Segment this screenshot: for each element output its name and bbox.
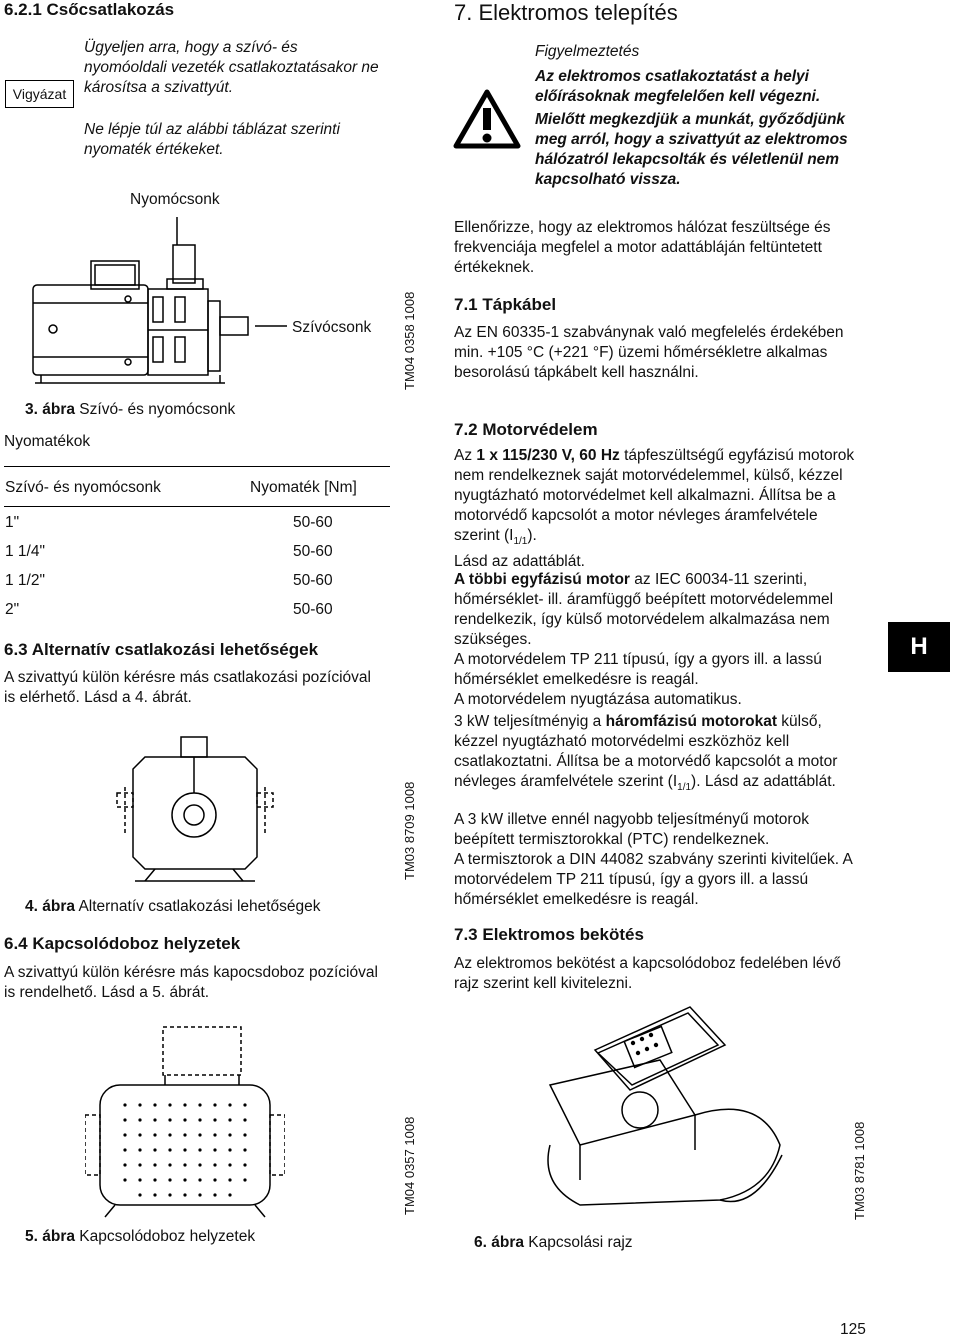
p1-pre: Az — [454, 447, 477, 464]
row-torque: 50-60 — [293, 543, 333, 560]
section-7-2-title: 7.2 Motorvédelem — [454, 420, 598, 439]
warning-text-2: Mielőtt megkezdjük a munkát, győződjünk meg arról, hogy a szivattyút az elektromos hálózatról lekapcsolták és véletlenül nem kapcsolható vissza. — [535, 111, 848, 188]
section-7-3-title: 7.3 Elektromos bekötés — [454, 925, 644, 944]
fig5-terminal-box-drawing — [85, 1025, 285, 1220]
p3-pre: 3 kW teljesítményig a — [454, 713, 606, 730]
fig6-caption-number: 6. ábra — [474, 1234, 524, 1251]
fig5-caption — [25, 1227, 255, 1247]
caution-text-1: Ügyeljen arra, hogy a szívó- és nyomóoldali vezeték csatlakoztatásakor ne károsítsa a szivattyút. — [84, 39, 379, 96]
section-7-title: 7. Elektromos telepítés — [454, 0, 678, 25]
motor-protection-para-1 — [454, 446, 864, 572]
table-row — [5, 601, 390, 619]
fig3-label-suction: Szívócsonk — [292, 319, 372, 336]
p3-post: külső, kézzel nyugtázható motorvédelmi eszközhöz kell csatlakoztatni. Állítsa be a motorvédő kapcsolót a motor névleges áramfelvétele szerint (I — [454, 713, 838, 790]
p3-end: ). Lásd az adattáblát. — [691, 773, 836, 790]
row-size: 2" — [5, 601, 20, 618]
p3-sub: 1/1 — [677, 782, 692, 794]
caution-badge: Vigyázat — [5, 80, 74, 108]
section-6-2-1-title: 6.2.1 Csőcsatlakozás — [4, 0, 175, 19]
section-7-body: Ellenőrizze, hogy az elektromos hálózat feszültsége és frekvenciája megfelel a motor adattábláján feltüntetett értékeknek. — [454, 219, 831, 276]
p1-bold: 1 x 115/230 V, 60 Hz — [476, 447, 620, 464]
warning-triangle-icon — [452, 88, 522, 150]
row-size: 1" — [5, 514, 20, 531]
fig4-caption — [25, 897, 321, 917]
language-tab: H — [888, 622, 950, 672]
fig4-caption-number: 4. ábra — [25, 898, 75, 915]
section-7-1-body: Az EN 60335-1 szabványnak való megfelelés érdekében min. +105 °C (+221 °F) üzemi hőmérsékletre alkalmas besorolású tápkábelt kell használni. — [454, 324, 844, 381]
fig3-pump-drawing — [25, 215, 385, 395]
row-torque: 50-60 — [293, 601, 333, 618]
fig3-code: TM04 0358 1008 — [402, 291, 417, 390]
section-6-3-body: A szivattyú külön kérésre más csatlakozási pozícióval is elérhető. Lásd a 4. ábrát. — [4, 669, 371, 706]
fig5-caption-text: Kapcsolódoboz helyzetek — [79, 1228, 256, 1245]
table-row — [5, 514, 390, 532]
caution-text-2: Ne lépje túl az alábbi táblázat szerinti nyomaték értékeket. — [84, 121, 340, 158]
fig6-code: TM03 8781 1008 — [852, 1121, 867, 1220]
motor-protection-para-2 — [454, 570, 864, 710]
torque-table-title: Nyomatékok — [4, 433, 91, 450]
warning-heading: Figyelmeztetés — [535, 43, 640, 60]
table-row — [5, 543, 390, 561]
p3-bold: háromfázisú motorokat — [605, 713, 777, 730]
section-6-4-body: A szivattyú külön kérésre más kapocsdoboz pozícióval is rendelhető. Lásd a 5. ábrát. — [4, 964, 378, 1001]
fig3-caption — [25, 400, 235, 420]
row-torque: 50-60 — [293, 514, 333, 531]
p1-last: Lásd az adattáblát. — [454, 553, 585, 571]
table-row — [5, 572, 390, 590]
row-size: 1 1/4" — [5, 543, 45, 560]
p1-end: ). — [527, 527, 537, 544]
section-6-3-title: 6.3 Alternatív csatlakozási lehetőségek — [4, 640, 319, 659]
p2-post: az IEC 60034-11 szerinti, hőmérséklet- ill. áramfüggő beépített motorvédelemmel rendelkezik, így külső motorvédelem alkalmazása nem szükséges. — [454, 571, 834, 648]
p1-post: tápfeszültségű egyfázisú motorok nem rendelkeznek saját motorvédelemmel, külső, kézzel nyugtázható motorvédelmet kell alkalmazni. Állítsa be a motorvédő kapcsolót a motor névleges áramfelvétele szerint (I — [454, 447, 855, 544]
fig6-caption-text: Kapcsolási rajz — [528, 1234, 633, 1251]
header-connection: Szívó- és nyomócsonk — [5, 479, 161, 496]
fig4-caption-text: Alternatív csatlakozási lehetőségek — [78, 898, 321, 915]
p1-sub: 1/1 — [513, 536, 528, 548]
fig6-caption — [474, 1233, 633, 1253]
section-7-3-body: Az elektromos bekötést a kapcsolódoboz fedelében lévő rajz szerint kell kivitelezni. — [454, 955, 841, 992]
motor-protection-para-3 — [454, 712, 864, 798]
row-size: 1 1/2" — [5, 572, 45, 589]
p2-bold: A többi egyfázisú motor — [454, 571, 630, 588]
fig3-caption-text: Szívó- és nyomócsonk — [79, 401, 236, 418]
fig5-caption-number: 5. ábra — [25, 1228, 75, 1245]
fig3-label-discharge: Nyomócsonk — [130, 191, 220, 208]
fig5-code: TM04 0357 1008 — [402, 1116, 417, 1215]
p2-c: A motorvédelem nyugtázása automatikus. — [454, 691, 742, 708]
motor-protection-para-4: A 3 kW illetve ennél nagyobb teljesítményű motorok beépített termisztorokkal (PTC) rendelkeznek. — [454, 811, 809, 848]
page-number: 125 — [840, 1321, 866, 1338]
header-torque: Nyomaték [Nm] — [250, 479, 357, 496]
table-rule-header — [4, 506, 390, 507]
fig6-wiring-drawing — [520, 1005, 790, 1220]
section-6-4-title: 6.4 Kapcsolódoboz helyzetek — [4, 934, 241, 953]
motor-protection-para-5: A termisztorok a DIN 44082 szabvány szerinti kivitelűek. A motorvédelem TP 211 típusú, így a gyors ill. a lassú hőmérséklet emelkedésre is reagál. — [454, 851, 853, 908]
section-7-1-title: 7.1 Tápkábel — [454, 295, 557, 314]
torque-table-header — [5, 479, 390, 497]
fig4-code: TM03 8709 1008 — [402, 781, 417, 880]
fig3-caption-number: 3. ábra — [25, 401, 75, 418]
warning-text-1: Az elektromos csatlakoztatást a helyi előírásoknak megfelelően kell végezni. — [535, 68, 821, 105]
row-torque: 50-60 — [293, 572, 333, 589]
table-rule-top — [4, 466, 390, 467]
fig4-pump-front-drawing — [115, 735, 275, 885]
p2-b: A motorvédelem TP 211 típusú, így a gyors ill. a lassú hőmérséklet emelkedésre is reagál. — [454, 651, 822, 688]
